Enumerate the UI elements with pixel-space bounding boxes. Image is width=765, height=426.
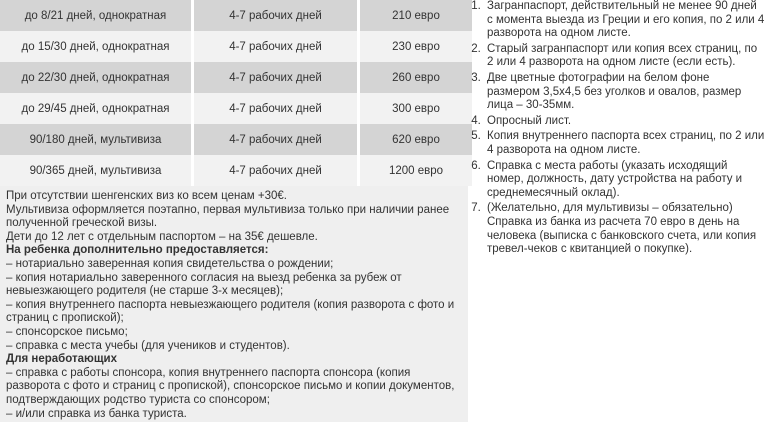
- duration-cell: до 22/30 дней, однократная: [0, 62, 193, 93]
- unemployed-heading: Для неработающих: [6, 353, 118, 366]
- price-cell: 1200 евро: [359, 155, 473, 186]
- list-item: – нотариально заверенная копия свидетельства о рождении;: [6, 257, 334, 270]
- note-no-schengen: При отсутствии шенгенских виз ко всем ценам +30€.: [6, 190, 287, 202]
- duration-cell: до 29/45 дней, однократная: [0, 93, 193, 124]
- duration-cell: до 15/30 дней, однократная: [0, 31, 193, 62]
- requirement-item: 5. Копия внутреннего паспорта всех страниц, по 2 или 4 разворота на одном листе.: [484, 130, 765, 157]
- duration-cell: 90/180 дней, мультивиза: [0, 124, 193, 155]
- price-cell: 260 евро: [359, 62, 473, 93]
- table-row: [0, 124, 472, 155]
- requirement-item: 7. (Желательно, для мультивизы – обязательно) Справка из банка из расчета 70 евро в день на человека (выписка с банковского счета, или копия тревел-чеков с квитанцией о покупке).: [484, 202, 765, 256]
- note-multivisa: Мультивиза оформляется поэтапно, первая мультивиза только при наличии ранее полученной греческой визы.: [6, 203, 450, 230]
- note-children: Дети до 12 лет с отдельным паспортом – на 35€ дешевле.: [6, 230, 318, 243]
- requirements-column: [468, 0, 765, 259]
- notes-block: [0, 186, 468, 422]
- processing-cell: 4-7 рабочих дней: [193, 31, 359, 62]
- processing-cell: 4-7 рабочих дней: [193, 0, 359, 31]
- table-row: [0, 31, 472, 62]
- requirement-item: 3. Две цветные фотографии на белом фоне размером 3,5х4,5 без уголков и овалов, размер лица – 30-35мм.: [484, 72, 765, 113]
- processing-cell: 4-7 рабочих дней: [193, 62, 359, 93]
- duration-cell: 90/365 дней, мультивиза: [0, 155, 193, 186]
- requirement-item: 4. Опросный лист.: [484, 115, 765, 129]
- processing-cell: 4-7 рабочих дней: [193, 155, 359, 186]
- price-cell: 620 евро: [359, 124, 473, 155]
- table-row: [0, 62, 472, 93]
- price-cell: 230 евро: [359, 31, 473, 62]
- duration-cell: до 8/21 дней, однократная: [0, 0, 193, 31]
- list-item: – справка с места учебы (для учеников и студентов).: [6, 339, 290, 352]
- requirement-item: 1. Загранпаспорт, действительный не менее 90 дней с момента выезда из Греции и его копия, по 2 или 4 разворота на одном листе.: [484, 0, 765, 41]
- price-cell: 300 евро: [359, 93, 473, 124]
- requirement-item: 6. Справка с места работы (указать исходящий номер, должность, дату устройства на работу и среднемесячный оклад).: [484, 160, 765, 201]
- list-item: – справка с работы спонсора, копия внутреннего паспорта спонсора (копия разворота с фото и страниц с пропиской), спонсорское письмо и копии документов, подтверждающих родство туриста со спонсором;: [6, 366, 455, 406]
- list-item: – и/или справка из банка туриста.: [6, 407, 187, 420]
- table-row: [0, 155, 472, 186]
- price-cell: 210 евро: [359, 0, 473, 31]
- requirement-item: 2. Старый загранпаспорт или копия всех страниц, по 2 или 4 разворота на одном листе (если есть).: [484, 43, 765, 70]
- list-item: – копия нотариально заверенного согласия на выезд ребенка за рубеж от невыезжающего родителя (не старше 3-х месяцев);: [6, 271, 402, 298]
- table-row: [0, 0, 472, 31]
- processing-cell: 4-7 рабочих дней: [193, 93, 359, 124]
- list-item: – спонсорское письмо;: [6, 325, 128, 338]
- list-item: – копия внутреннего паспорта невыезжающего родителя (копия разворота с фото и страниц с пропиской);: [6, 298, 455, 325]
- processing-cell: 4-7 рабочих дней: [193, 124, 359, 155]
- child-docs-heading: На ребенка дополнительно предоставляется:: [6, 244, 269, 257]
- requirements-list: [468, 0, 765, 257]
- price-table: [0, 0, 472, 186]
- table-row: [0, 93, 472, 124]
